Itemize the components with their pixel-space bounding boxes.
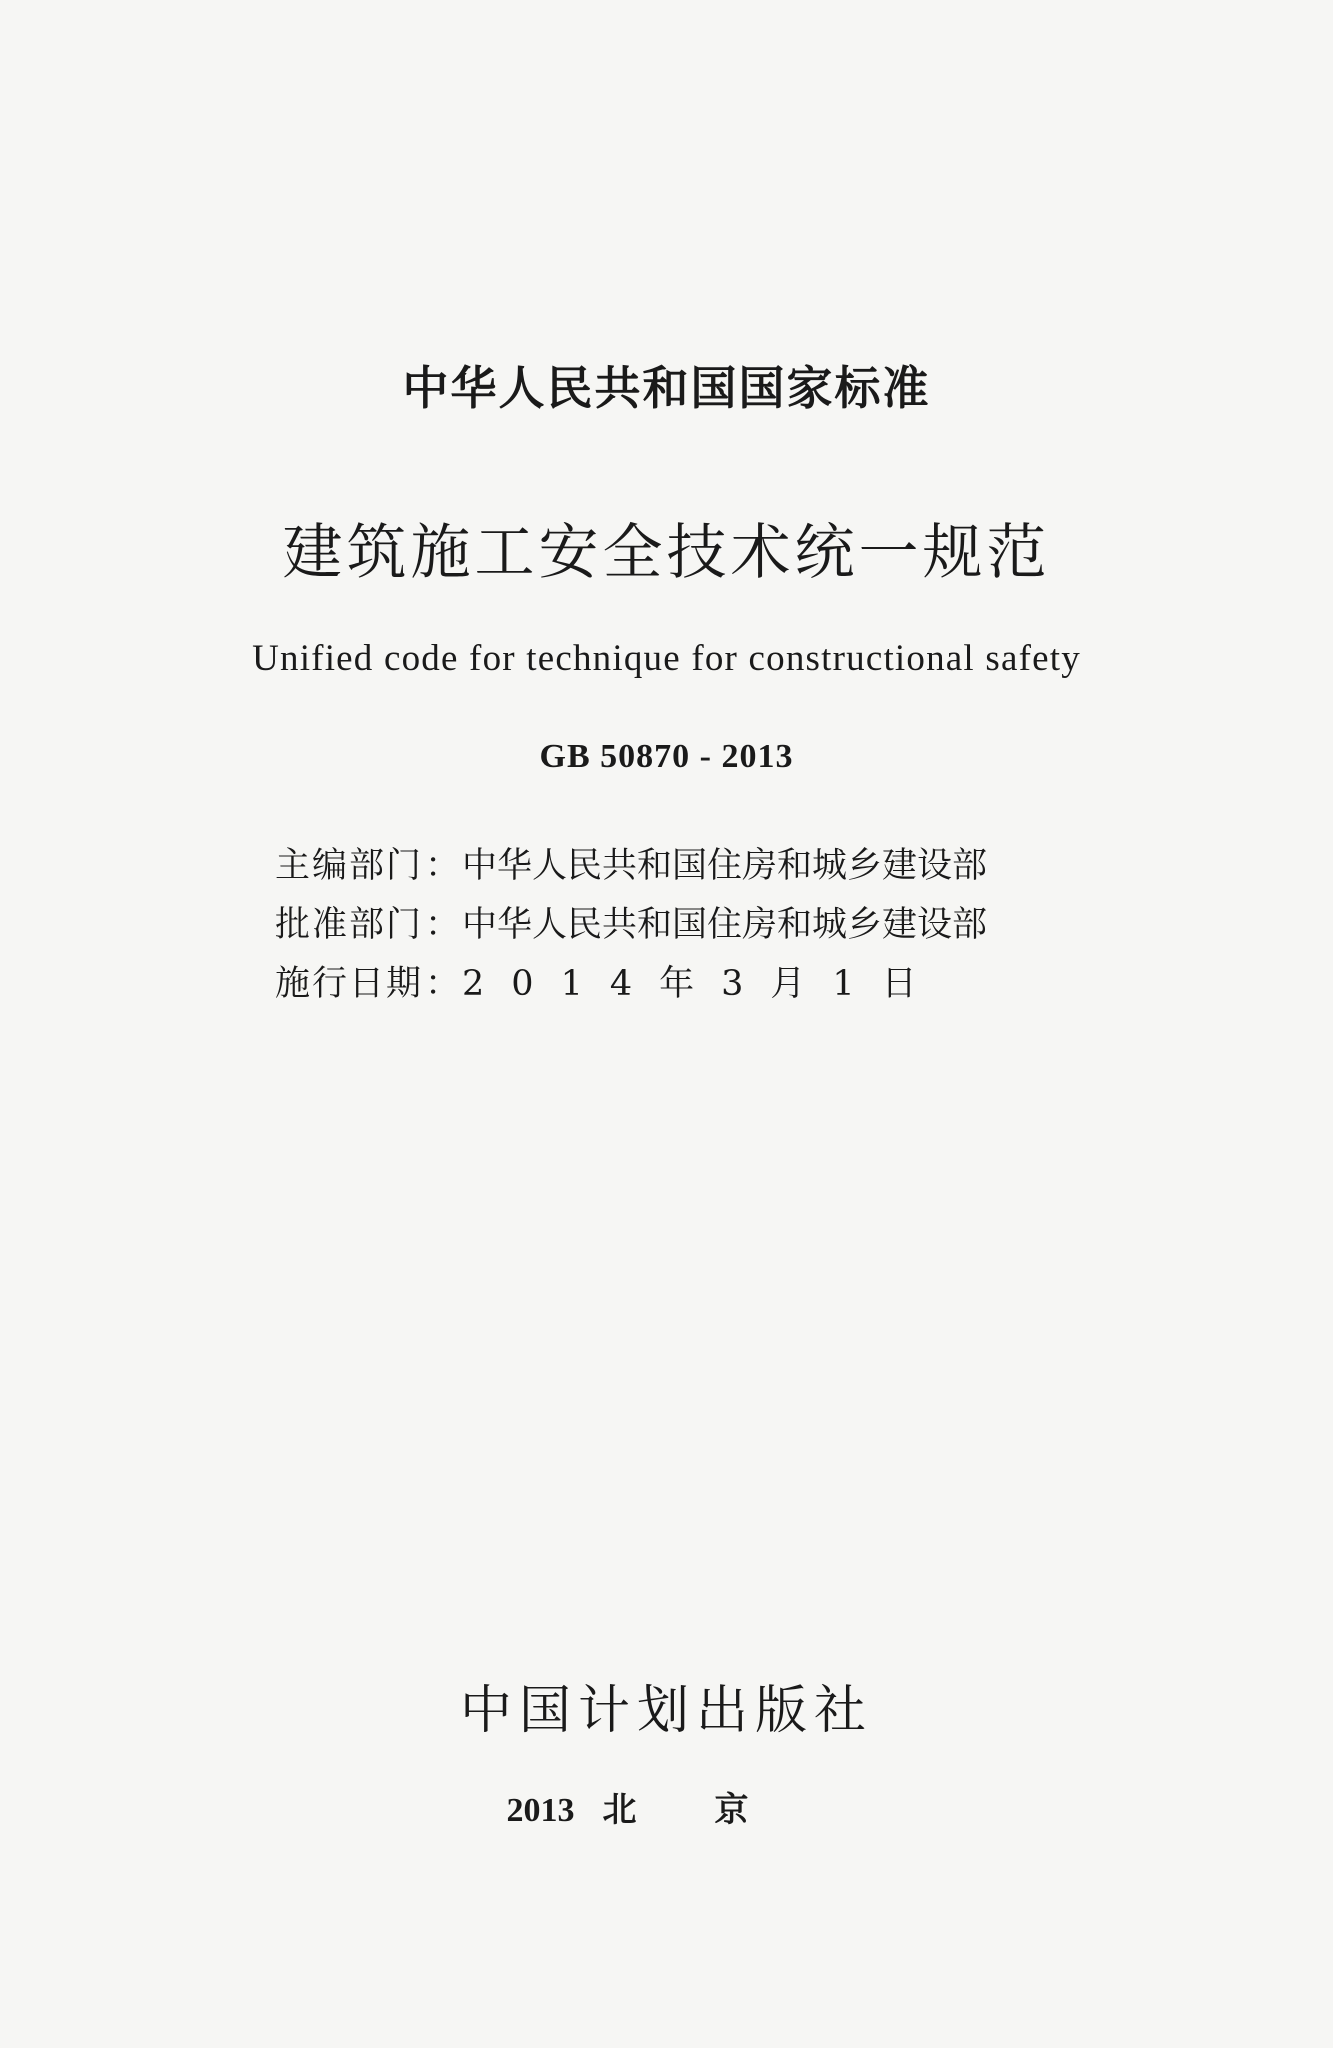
approver-department-value: 中华人民共和国住房和城乡建设部 — [462, 905, 988, 945]
effective-date-value: 2014年3月1日 — [462, 964, 944, 1004]
publication-place-year — [0, 1782, 1333, 1831]
title-english: Unified code for technique for constructional safety — [252, 638, 1081, 679]
standard-series-heading: 中华人民共和国国家标准 — [402, 361, 931, 415]
effective-date-row — [275, 956, 944, 1006]
approver-department-row — [275, 897, 987, 947]
effective-date-label: 施行日期 — [275, 964, 424, 1004]
separator: ： — [425, 964, 461, 1004]
approver-department-label: 批准部门 — [275, 905, 424, 945]
publication-city: 北京 — [602, 1790, 827, 1830]
editor-department-label: 主编部门 — [275, 846, 424, 886]
separator: ： — [425, 846, 461, 886]
publication-year: 2013 — [506, 1792, 575, 1829]
editor-department-row — [275, 838, 987, 888]
editor-department-value: 中华人民共和国住房和城乡建设部 — [462, 846, 988, 886]
separator: ： — [425, 905, 461, 945]
publisher-name: 中国计划出版社 — [459, 1681, 873, 1741]
title-chinese: 建筑施工安全技术统一规范 — [282, 518, 1051, 588]
standard-code: GB 50870 - 2013 — [539, 738, 794, 775]
